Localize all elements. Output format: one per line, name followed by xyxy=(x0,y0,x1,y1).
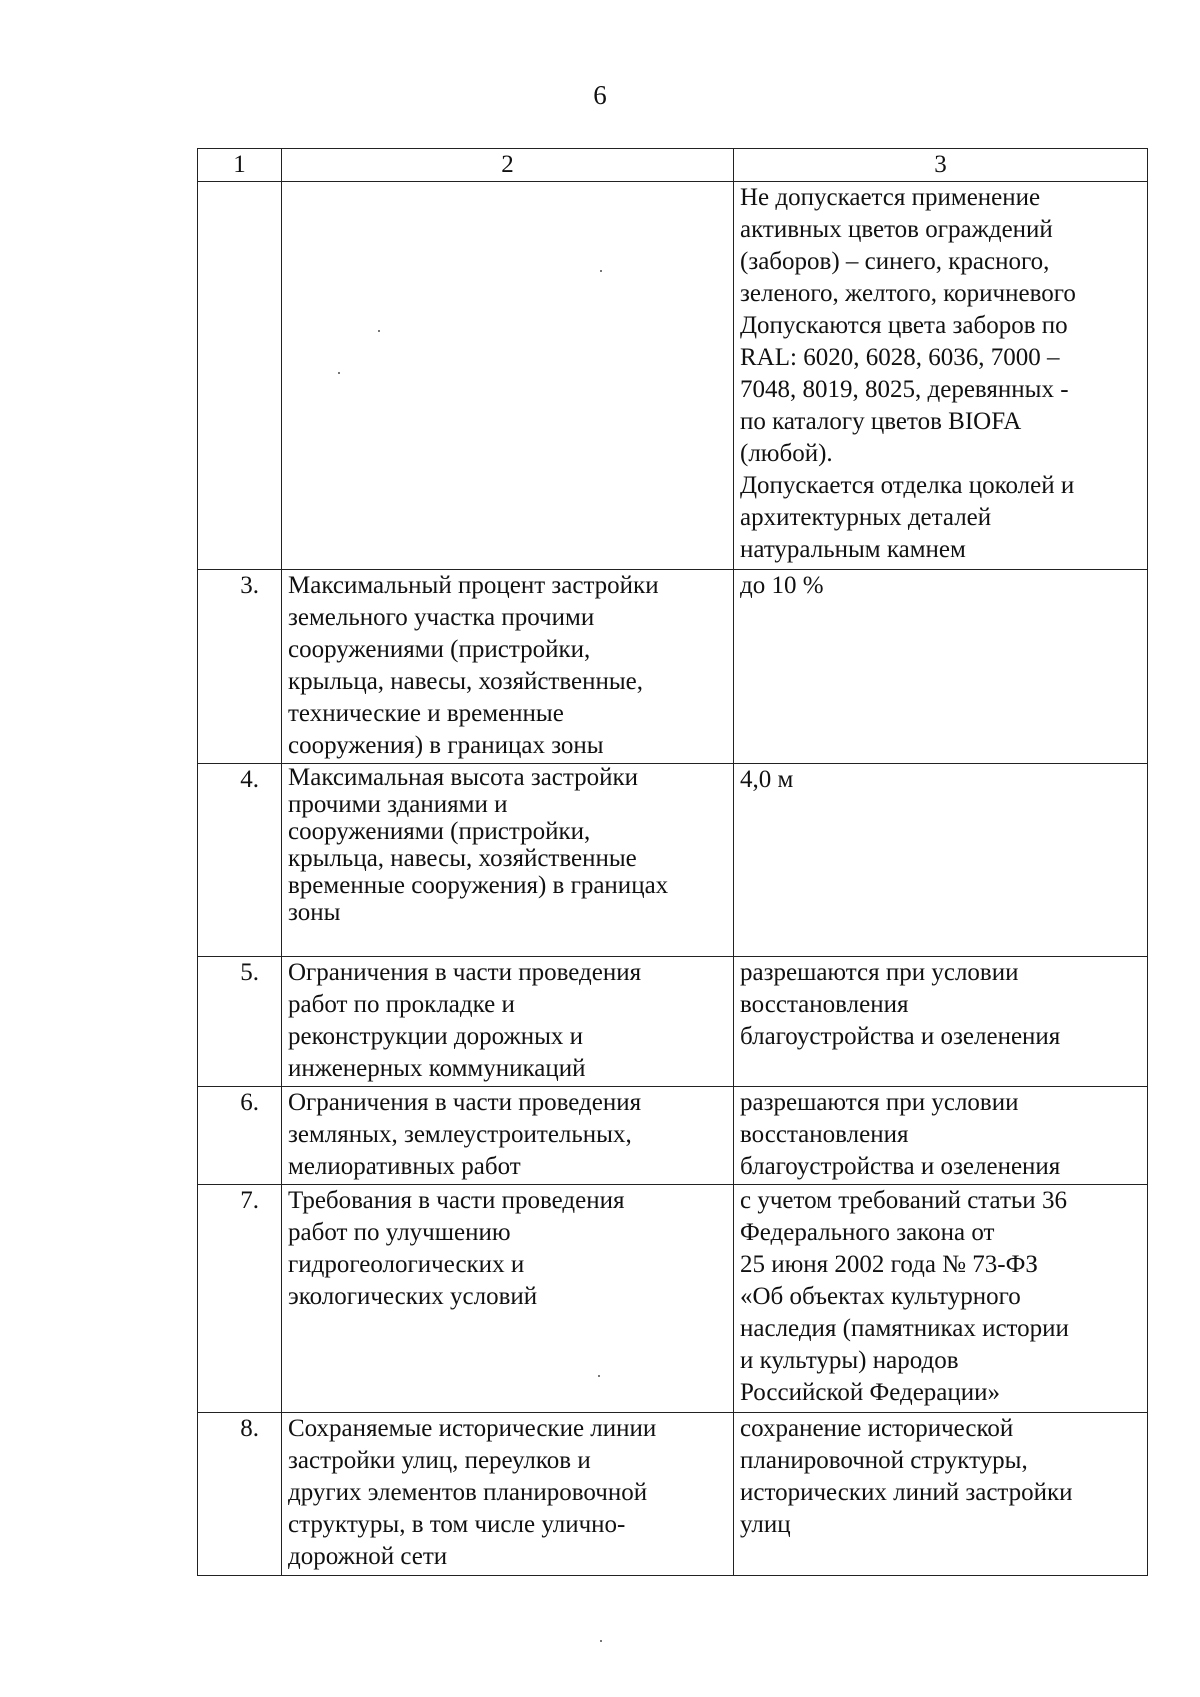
requirement-name: Требования в части проведения работ по улучшению гидрогеологических и экологических условий xyxy=(282,1185,734,1413)
table-header-row xyxy=(198,149,1148,182)
column-header-3: 3 xyxy=(734,149,1148,182)
row-number: 6. xyxy=(198,1087,282,1185)
row-number: 5. xyxy=(198,957,282,1087)
table-row xyxy=(198,1185,1148,1413)
scan-speck xyxy=(598,1375,600,1377)
requirement-value: разрешаются при условии восстановления благоустройства и озеленения xyxy=(734,1087,1148,1185)
row-number: 4. xyxy=(198,764,282,957)
table-row xyxy=(198,957,1148,1087)
requirement-value: с учетом требований статьи 36 Федерального закона от 25 июня 2002 года № 73-ФЗ «Об объектах культурного наследия (памятниках истории и культуры) народов Российской Федерации» xyxy=(734,1185,1148,1413)
scan-speck xyxy=(378,330,380,332)
requirement-value: сохранение исторической планировочной структуры, исторических линий застройки улиц xyxy=(734,1413,1148,1576)
requirement-name: Максимальный процент застройки земельного участка прочими сооружениями (пристройки, крыльца, навесы, хозяйственные, технические и временные сооружения) в границах зоны xyxy=(282,570,734,764)
row-number: 3. xyxy=(198,570,282,764)
requirement-name: Ограничения в части проведения земляных, землеустроительных, мелиоративных работ xyxy=(282,1087,734,1185)
requirement-name xyxy=(282,182,734,570)
table-row xyxy=(198,1087,1148,1185)
row-number xyxy=(198,182,282,570)
requirement-name: Ограничения в части проведения работ по прокладке и реконструкции дорожных и инженерных коммуникаций xyxy=(282,957,734,1087)
requirement-name: Сохраняемые исторические линии застройки улиц, переулков и других элементов планировочной структуры, в том числе улично- дорожной сети xyxy=(282,1413,734,1576)
requirement-value: разрешаются при условии восстановления благоустройства и озеленения xyxy=(734,957,1148,1087)
table-row xyxy=(198,570,1148,764)
regulations-table xyxy=(197,148,1148,1576)
row-number: 8. xyxy=(198,1413,282,1576)
requirement-value: до 10 % xyxy=(734,570,1148,764)
scan-speck xyxy=(600,270,602,272)
page-number: 6 xyxy=(593,80,607,110)
scan-speck xyxy=(600,1640,602,1642)
column-header-1: 1 xyxy=(198,149,282,182)
table-row xyxy=(198,182,1148,570)
requirement-value: Не допускается применение активных цветов ограждений (заборов) – синего, красного, зеленого, желтого, коричневого Допускаются цвета заборов по RAL: 6020, 6028, 6036, 7000 – 7048, 8019, 8025, деревянных - по каталогу цветов BIOFA (любой). Допускается отделка цоколей и архитектурных деталей натуральным камнем xyxy=(734,182,1148,570)
column-header-2: 2 xyxy=(282,149,734,182)
table-row xyxy=(198,764,1148,957)
requirement-value: 4,0 м xyxy=(734,764,1148,957)
scan-speck xyxy=(338,372,340,374)
row-number: 7. xyxy=(198,1185,282,1413)
table-row xyxy=(198,1413,1148,1576)
requirement-name: Максимальная высота застройки прочими зданиями и сооружениями (пристройки, крыльца, навесы, хозяйственные временные сооружения) в границах зоны xyxy=(282,764,734,957)
